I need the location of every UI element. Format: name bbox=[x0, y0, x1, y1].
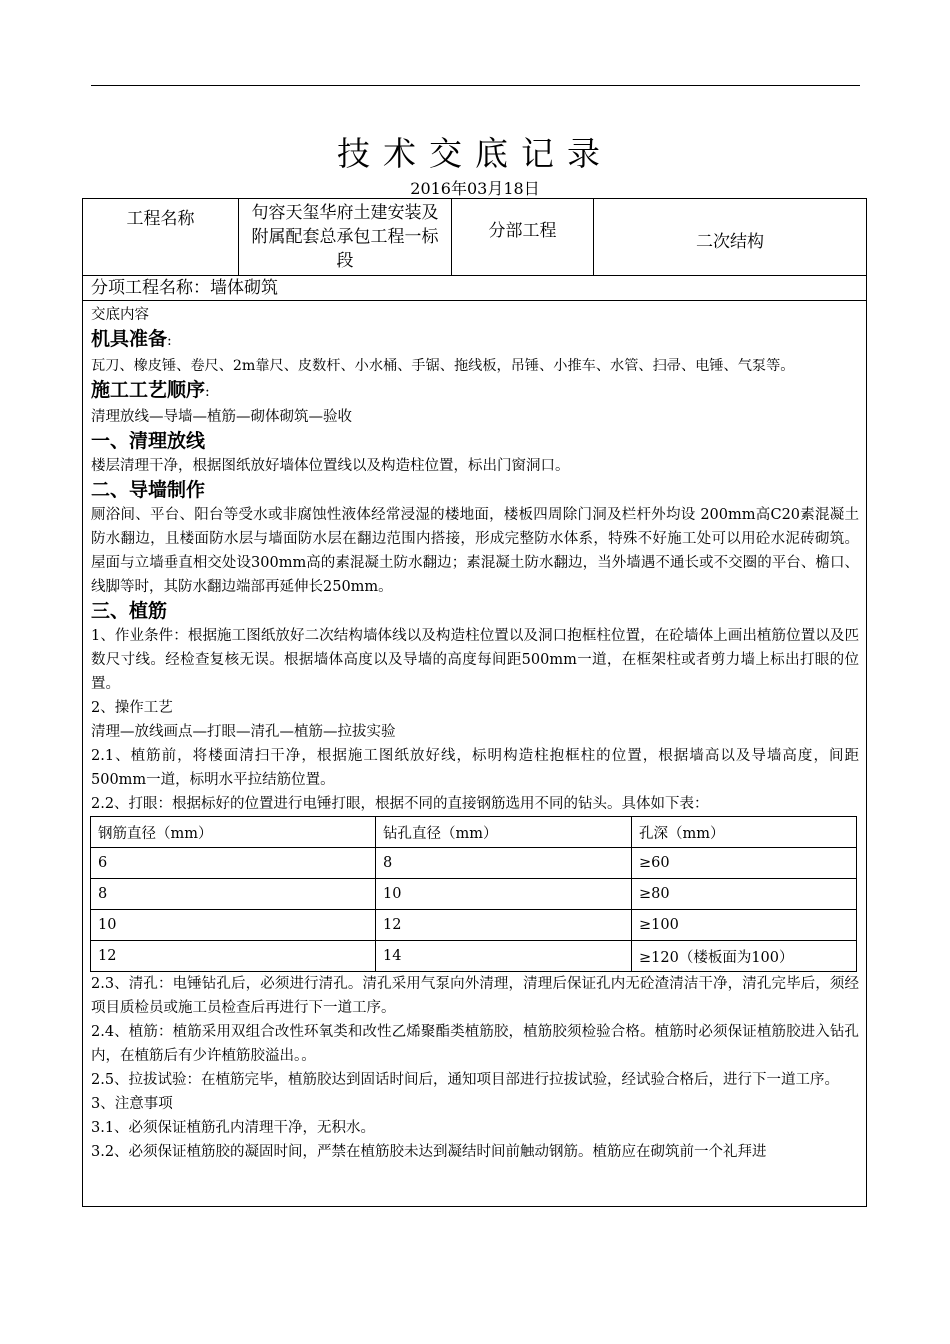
paragraph: 3、注意事项 bbox=[91, 1096, 173, 1112]
record-table bbox=[82, 198, 867, 1207]
process-text: 清理放线—导墙—植筋—砌体砌筑—验收 bbox=[91, 409, 352, 425]
table-cell: ≥120（楼板面为100） bbox=[632, 941, 857, 972]
table-row bbox=[91, 941, 857, 972]
table-row bbox=[91, 848, 857, 879]
drill-spec-table bbox=[90, 816, 857, 972]
table-cell: 12 bbox=[376, 910, 632, 941]
paragraph: 2.2、打眼：根据标好的位置进行电锤打眼，根据不同的直接钢筋选用不同的钻头。具体如下表： bbox=[91, 796, 709, 812]
paragraph: 2.1、植筋前，将楼面清扫干净，根据施工图纸放好线，标明构造柱抱框柱的位置，根据墙高以及导墙高度，间距500mm一道，标明水平拉结筋位置。 bbox=[91, 748, 859, 788]
paragraph: 1、作业条件：根据施工图纸放好二次结构墙体线以及构造柱位置以及洞口抱框柱位置，在砼墙体上画出植筋位置以及匹数尺寸线。经检查复核无误。根据墙体高度以及导墙的高度每间距500mm一道，在框架柱或者剪力墙上标出打眼的位置。 bbox=[91, 628, 859, 692]
table-row bbox=[91, 879, 857, 910]
content-body bbox=[91, 303, 859, 1164]
process-heading: 施工工艺顺序: bbox=[91, 379, 210, 401]
table-header-row bbox=[91, 817, 857, 848]
header-row bbox=[83, 199, 866, 276]
table-header-cell: 钻孔直径（mm） bbox=[376, 817, 632, 848]
section-3-heading: 三、植筋 bbox=[91, 600, 168, 622]
table-header-cell: 钢筋直径（mm） bbox=[91, 817, 376, 848]
paragraph: 3.1、必须保证植筋孔内清理干净，无积水。 bbox=[91, 1120, 376, 1136]
division-label: 分部工程 bbox=[452, 199, 594, 275]
header-rule bbox=[91, 85, 860, 86]
section-2-heading: 二、导墙制作 bbox=[91, 479, 206, 501]
section-1-text: 楼层清理干净，根据图纸放好墙体位置线以及构造柱位置，标出门窗洞口。 bbox=[91, 458, 570, 474]
paragraph: 清理—放线画点—打眼—清孔—植筋—拉拔实验 bbox=[91, 724, 396, 740]
table-cell: 12 bbox=[91, 941, 376, 972]
paragraph: 2、操作工艺 bbox=[91, 700, 173, 716]
section-1-heading: 一、清理放线 bbox=[91, 430, 206, 452]
table-cell: 10 bbox=[91, 910, 376, 941]
table-cell: 6 bbox=[91, 848, 376, 879]
paragraph: 2.4、植筋：植筋采用双组合改性环氧类和改性乙烯聚酯类植筋胶，植筋胶须检验合格。植筋时必须保证植筋胶进入钻孔内，在植筋后有少许植筋胶溢出。。 bbox=[91, 1024, 859, 1064]
subitem-name: 分项工程名称：墙体砌筑 bbox=[83, 275, 866, 301]
paragraph: 3.2、必须保证植筋胶的凝固时间，严禁在植筋胶未达到凝结时间前触动钢筋。植筋应在砌筑前一个礼拜进 bbox=[91, 1144, 767, 1160]
project-name-value: 句容天玺华府土建安装及附属配套总承包工程一标段 bbox=[239, 199, 452, 275]
content-intro: 交底内容 bbox=[91, 307, 149, 323]
document-title: 技术交底记录 bbox=[337, 134, 613, 173]
paragraph: 2.3、清孔：电锤钻孔后，必须进行清孔。清孔采用气泵向外清理，清理后保证孔内无砼渣清洁干净，清孔完毕后，须经项目质检员或施工员检查后再进行下一道工序。 bbox=[91, 976, 859, 1016]
table-cell: ≥100 bbox=[632, 910, 857, 941]
table-cell: 8 bbox=[376, 848, 632, 879]
tools-text: 瓦刀、橡皮锤、卷尺、2m靠尺、皮数杆、小水桶、手锯、拖线板，吊锤、小推车、水管、扫帚、电锤、气泵等。 bbox=[91, 358, 795, 374]
table-cell: ≥60 bbox=[632, 848, 857, 879]
table-cell: 10 bbox=[376, 879, 632, 910]
table-cell: 14 bbox=[376, 941, 632, 972]
division-value: 二次结构 bbox=[696, 232, 764, 252]
project-name-label: 工程名称 bbox=[83, 199, 239, 275]
table-cell: ≥80 bbox=[632, 879, 857, 910]
tools-heading: 机具准备: bbox=[91, 328, 172, 350]
table-cell: 8 bbox=[91, 879, 376, 910]
paragraph: 2.5、拉拔试验：在植筋完毕，植筋胶达到固话时间后，通知项目部进行拉拔试验，经试验合格后，进行下一道工序。 bbox=[91, 1072, 840, 1088]
document-date: 2016年03月18日 bbox=[410, 179, 540, 198]
table-row bbox=[91, 910, 857, 941]
section-2-text: 厕浴间、平台、阳台等受水或非腐蚀性液体经常浸湿的楼地面，楼板四周除门洞及栏杆外均设 200mm高C20素混凝土防水翻边，且楼面防水层与墙面防水层在翻边范围内搭接，形成完整防水体系，特殊不好施工处可以用砼水泥砖砌筑。屋面与立墙垂直相交处设300mm高的素混凝土防水翻边；素混凝土防水翻边，当外墙遇不通长或不交圈的平台、檐口、线脚等时，其防水翻边端部再延伸长250mm。 bbox=[91, 507, 859, 595]
table-header-cell: 孔深（mm） bbox=[632, 817, 857, 848]
